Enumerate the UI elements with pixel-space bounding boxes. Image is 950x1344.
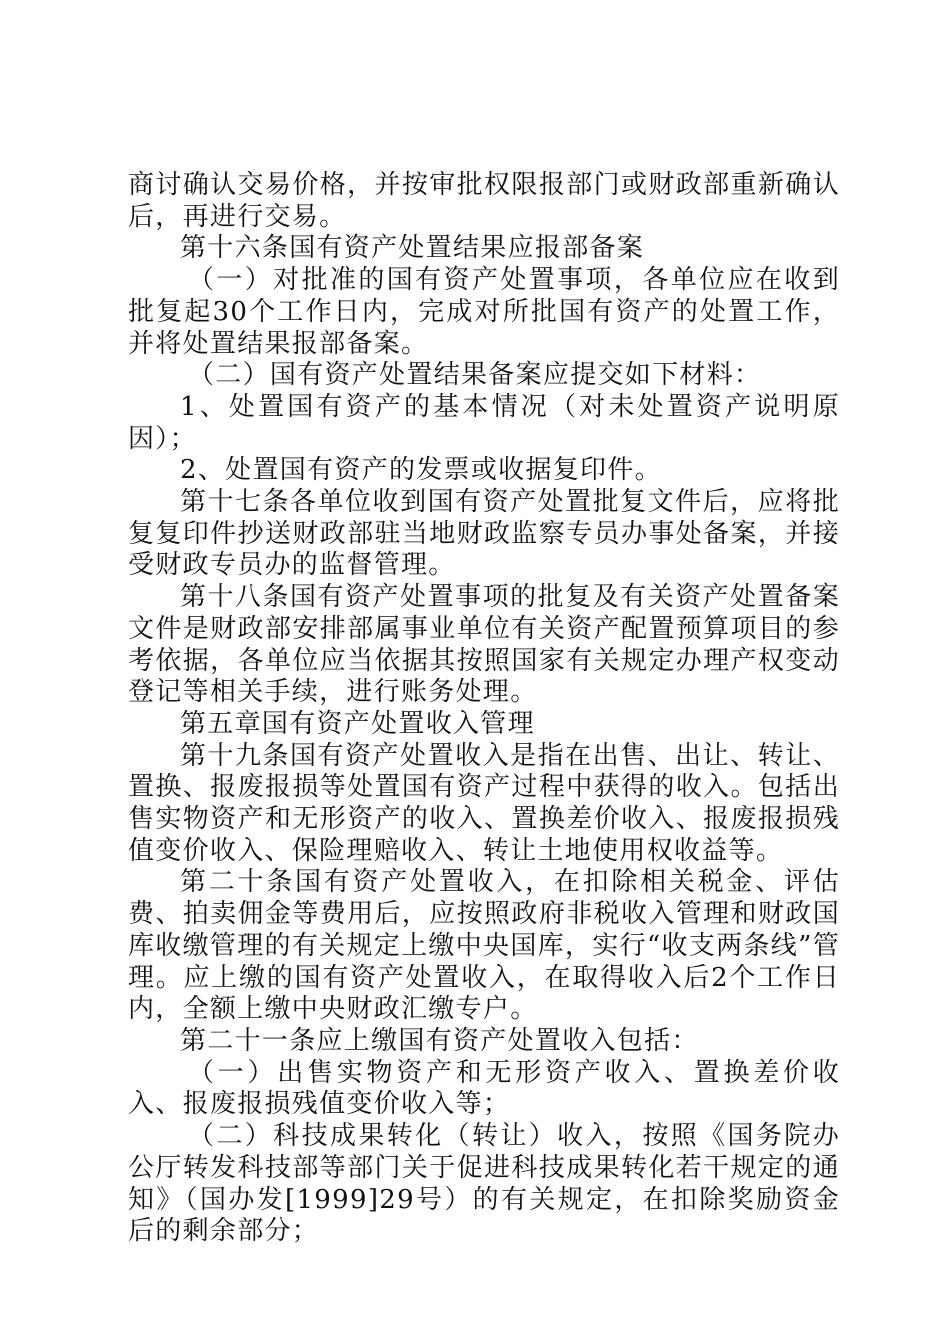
article-19: 第十九条国有资产处置收入是指在出售、出让、转让、置换、报废报损等处置国有资产过程中获得的收入。包括出售实物资产和无形资产的收入、置换差价收入、报废报损残值变价收入、保险理赔收入、转让土地使用权收益等。 [128,740,840,866]
document-body [128,170,840,1248]
material-item-1: 1、处置国有资产的基本情况（对未处置资产说明原因）； [128,391,840,454]
chapter-5-heading: 第五章国有资产处置收入管理 [180,708,535,739]
article-21-heading: 第二十一条应上缴国有资产处置收入包括： [180,1025,699,1056]
article-16-heading: 第十六条国有资产处置结果应报部备案 [180,233,645,264]
material-item-2: 2、处置国有资产的发票或收据复印件。 [180,455,662,486]
article-20: 第二十条国有资产处置收入，在扣除相关税金、评估费、拍卖佣金等费用后，应按照政府非税收入管理和财政国库收缴管理的有关规定上缴中央国库，实行“收支两条线”管理。应上缴的国有资产处置收入，在取得收入后2个工作日内，全额上缴中央财政汇缴专户。 [128,867,840,1025]
article-18: 第十八条国有资产处置事项的批复及有关资产处置备案文件是财政部安排部属事业单位有关资产配置预算项目的参考依据，各单位应当依据其按照国家有关规定办理产权变动登记等相关手续，进行账务处理。 [128,582,840,708]
article-16-item-2: （二）国有资产处置结果备案应提交如下材料： [188,360,762,391]
paragraph-continuation: 商讨确认交易价格，并按审批权限报部门或财政部重新确认后，再进行交易。 [128,170,840,232]
article-21-item-1: （一）出售实物资产和无形资产收入、置换差价收入、报废报损残值变价收入等； [128,1057,840,1120]
article-16-item-1: （一）对批准的国有资产处置事项，各单位应在收到批复起30个工作日内，完成对所批国有资产的处置工作，并将处置结果报部备案。 [128,265,840,359]
article-17: 第十七条各单位收到国有资产处置批复文件后，应将批复复印件抄送财政部驻当地财政监察专员办事处备案，并接受财政专员办的监督管理。 [128,487,840,581]
article-21-item-2: （二）科技成果转化（转让）收入，按照《国务院办公厅转发科技部等部门关于促进科技成果转化若干规定的通知》（国办发[1999]29号）的有关规定，在扣除奖励资金后的剩余部分； [128,1121,840,1247]
